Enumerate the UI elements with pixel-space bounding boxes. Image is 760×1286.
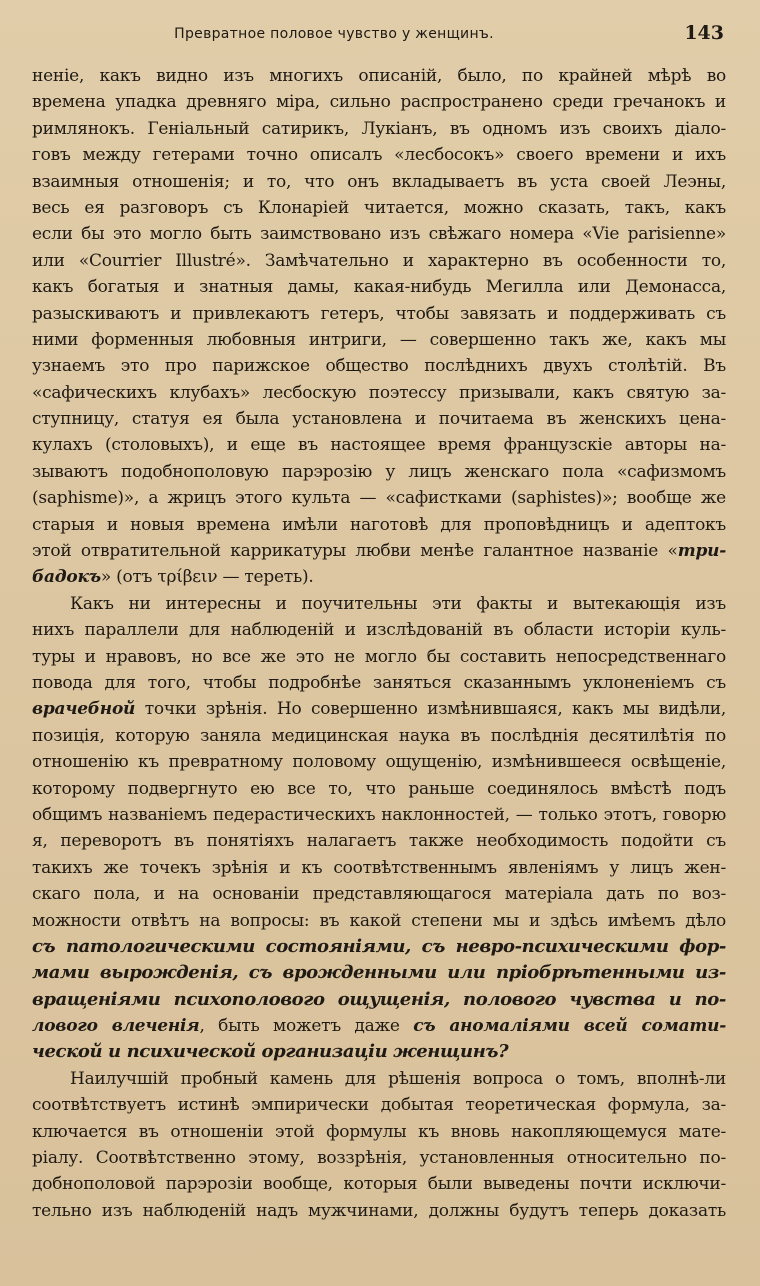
text-segment: «сафическихъ клубахъ» лесбоскую поэтессу призывали, какъ святую за- — [32, 382, 726, 403]
text-segment: какъ богатыя и знатныя дамы, какая-нибудь Мегилла или Демонасса, — [32, 277, 726, 298]
text-line — [32, 142, 726, 168]
text-line — [32, 749, 726, 775]
text-segment: (saphisme)», а жрицъ этого культа — «сафистками (saphistes)»; вообще же — [32, 488, 726, 509]
emphasized-text: три- — [677, 541, 726, 562]
text-line — [32, 617, 726, 643]
text-segment: , быть можетъ даже — [199, 1016, 414, 1037]
text-line — [32, 802, 726, 828]
text-line — [32, 406, 726, 432]
text-segment: Какъ ни интересны и поучительны эти факты и вытекающія изъ — [70, 593, 726, 614]
text-line — [32, 327, 726, 353]
text-segment: отношенію къ превратному половому ощущенію, измѣнившееся освѣщеніе, — [32, 752, 726, 773]
text-line — [32, 380, 726, 406]
text-segment: неніе, какъ видно изъ многихъ описаній, было, по крайней мѣрѣ во — [32, 66, 726, 86]
text-line — [32, 169, 726, 195]
text-segment: ріалу. Соотвѣтственно этому, воззрѣнія, установленныя относительно по- — [32, 1148, 726, 1169]
body-text — [32, 63, 726, 1224]
text-line — [32, 512, 726, 538]
text-line — [32, 696, 726, 722]
text-line — [32, 274, 726, 300]
text-segment: зываютъ подобнополовую парэрозію у лицъ женскаго пола «сафизмомъ — [32, 461, 726, 482]
text-line — [32, 881, 726, 907]
text-line — [32, 776, 726, 802]
text-line — [32, 1092, 726, 1118]
text-segment: узнаемъ это про парижское общество послѣднихъ двухъ столѣтій. Въ — [32, 356, 726, 377]
text-segment: ключается въ отношеніи этой формулы къ вновь накопляющемуся мате- — [32, 1121, 726, 1142]
text-segment: такихъ же точекъ зрѣнія и къ соотвѣтственнымъ явленіямъ у лицъ жен- — [32, 857, 726, 878]
text-line — [32, 195, 726, 221]
text-line — [32, 987, 726, 1013]
text-segment: разыскиваютъ и привлекаютъ гетеръ, чтобы завязать и поддерживать съ — [32, 303, 726, 324]
text-segment: соотвѣтствуетъ истинѣ эмпирически добытая теоретическая формула, за- — [32, 1095, 726, 1116]
running-head: Превратное половое чувство у женщинъ. — [174, 26, 494, 42]
text-segment: точки зрѣнія. Но совершенно измѣнившаяся, какъ мы видѣли, — [135, 699, 726, 720]
text-segment: говъ между гетерами точно описалъ «лесбосокъ» своего времени и ихъ — [32, 145, 726, 166]
text-line — [32, 934, 726, 960]
text-line — [32, 1119, 726, 1145]
text-segment: взаимныя отношенія; и то, что онъ вкладываетъ въ уста своей Леэны, — [32, 171, 726, 192]
text-line — [32, 855, 726, 881]
text-segment: мами вырожденія, съ врожденными или пріобрѣтенными из- — [32, 962, 726, 984]
text-segment: весь ея разговоръ съ Клонаріей читается, можно сказать, такъ, какъ — [32, 197, 726, 218]
text-segment: позиція, которую заняла медицинская наука въ послѣднія десятилѣтія по — [32, 725, 726, 746]
text-segment: тельно изъ наблюденій надъ мужчинами, должны будутъ теперь доказать — [32, 1200, 726, 1221]
text-line — [32, 960, 726, 986]
text-line — [32, 564, 726, 590]
text-segment: кулахъ (столовыхъ), и еще въ настоящее время французскіе авторы на- — [32, 435, 726, 456]
text-line — [32, 1171, 726, 1197]
text-segment: я, переворотъ въ понятіяхъ налагаетъ также необходимость подойти съ — [32, 831, 726, 852]
emphasized-text: врачебной — [32, 699, 136, 720]
emphasized-text: съ аномаліями всей сомати- — [413, 1016, 726, 1037]
text-line — [32, 670, 726, 696]
text-line — [32, 1198, 726, 1224]
text-line — [32, 301, 726, 327]
text-segment: общимъ названіемъ педерастическихъ наклонностей, — только этотъ, говорю — [32, 804, 726, 825]
text-line — [32, 1066, 726, 1092]
text-segment: туры и нравовъ, но все же это не могло бы составить непосредственнаго — [32, 646, 726, 667]
text-segment: нихъ параллели для наблюденій и изслѣдованій въ области исторіи куль- — [32, 620, 726, 641]
text-segment: повода для того, чтобы подробнѣе заняться сказаннымъ уклоненіемъ съ — [32, 672, 726, 693]
text-segment: ступницу, статуя ея была установлена и почитаема въ женскихъ цена- — [32, 409, 726, 430]
text-segment: вращеніями психополового ощущенія, полового чувства и по- — [32, 988, 726, 1010]
text-line — [32, 432, 726, 458]
text-line — [32, 89, 726, 115]
text-segment: которому подвергнуто ею все то, что раньше соединялось вмѣстѣ подъ — [32, 778, 726, 799]
text-line — [32, 63, 726, 89]
text-segment: ческой и психической организаціи женщинъ? — [32, 1041, 509, 1063]
text-line — [32, 248, 726, 274]
text-segment: римлянокъ. Геніальный сатирикъ, Лукіанъ, въ одномъ изъ своихъ діало- — [32, 118, 726, 139]
page-header — [32, 20, 726, 54]
text-line — [32, 1145, 726, 1171]
text-line — [32, 221, 726, 247]
text-line — [32, 116, 726, 142]
text-segment: добнополовой парэрозіи вообще, которыя были выведены почти исключи- — [32, 1174, 726, 1195]
emphasized-text: бадокъ — [32, 567, 101, 588]
text-segment: скаго пола, и на основаніи представляющагося матеріала дать по воз- — [32, 884, 726, 905]
text-segment: Наилучшій пробный камень для рѣшенія вопроса о томъ, вполнѣ-ли — [70, 1068, 726, 1089]
text-segment: ними форменныя любовныя интриги, — совершенно такъ же, какъ мы — [32, 329, 726, 350]
page-number: 143 — [684, 22, 724, 44]
text-segment: этой отвратительной каррикатуры любви менѣе галантное названіе « — [32, 541, 678, 562]
text-line — [32, 644, 726, 670]
text-line — [32, 828, 726, 854]
text-line — [32, 1039, 726, 1065]
text-line — [32, 723, 726, 749]
text-segment: или «Courrier Illustré». Замѣчательно и характерно въ особенности то, — [32, 250, 726, 271]
text-segment: если бы это могло быть заимствовано изъ свѣжаго номера «Vie parisienne» — [32, 224, 726, 245]
text-line — [32, 353, 726, 379]
text-line — [32, 538, 726, 564]
text-segment: можности отвѣтъ на вопросы: въ какой степени мы и здѣсь имѣемъ дѣло — [32, 910, 726, 931]
emphasized-text: лового влеченія — [32, 1016, 200, 1037]
text-line — [32, 908, 726, 934]
text-segment: времена упадка древняго міра, сильно распространено среди гречанокъ и — [32, 92, 726, 113]
text-segment: съ патологическими состояніями, съ невро-психическими фор- — [32, 935, 726, 957]
text-segment: » (отъ τρίβειν — тереть). — [100, 567, 314, 588]
text-line — [32, 591, 726, 617]
text-line — [32, 485, 726, 511]
text-line — [32, 459, 726, 485]
text-line — [32, 1013, 726, 1039]
text-segment: старыя и новыя времена имѣли наготовѣ для проповѣдницъ и адептокъ — [32, 514, 726, 535]
